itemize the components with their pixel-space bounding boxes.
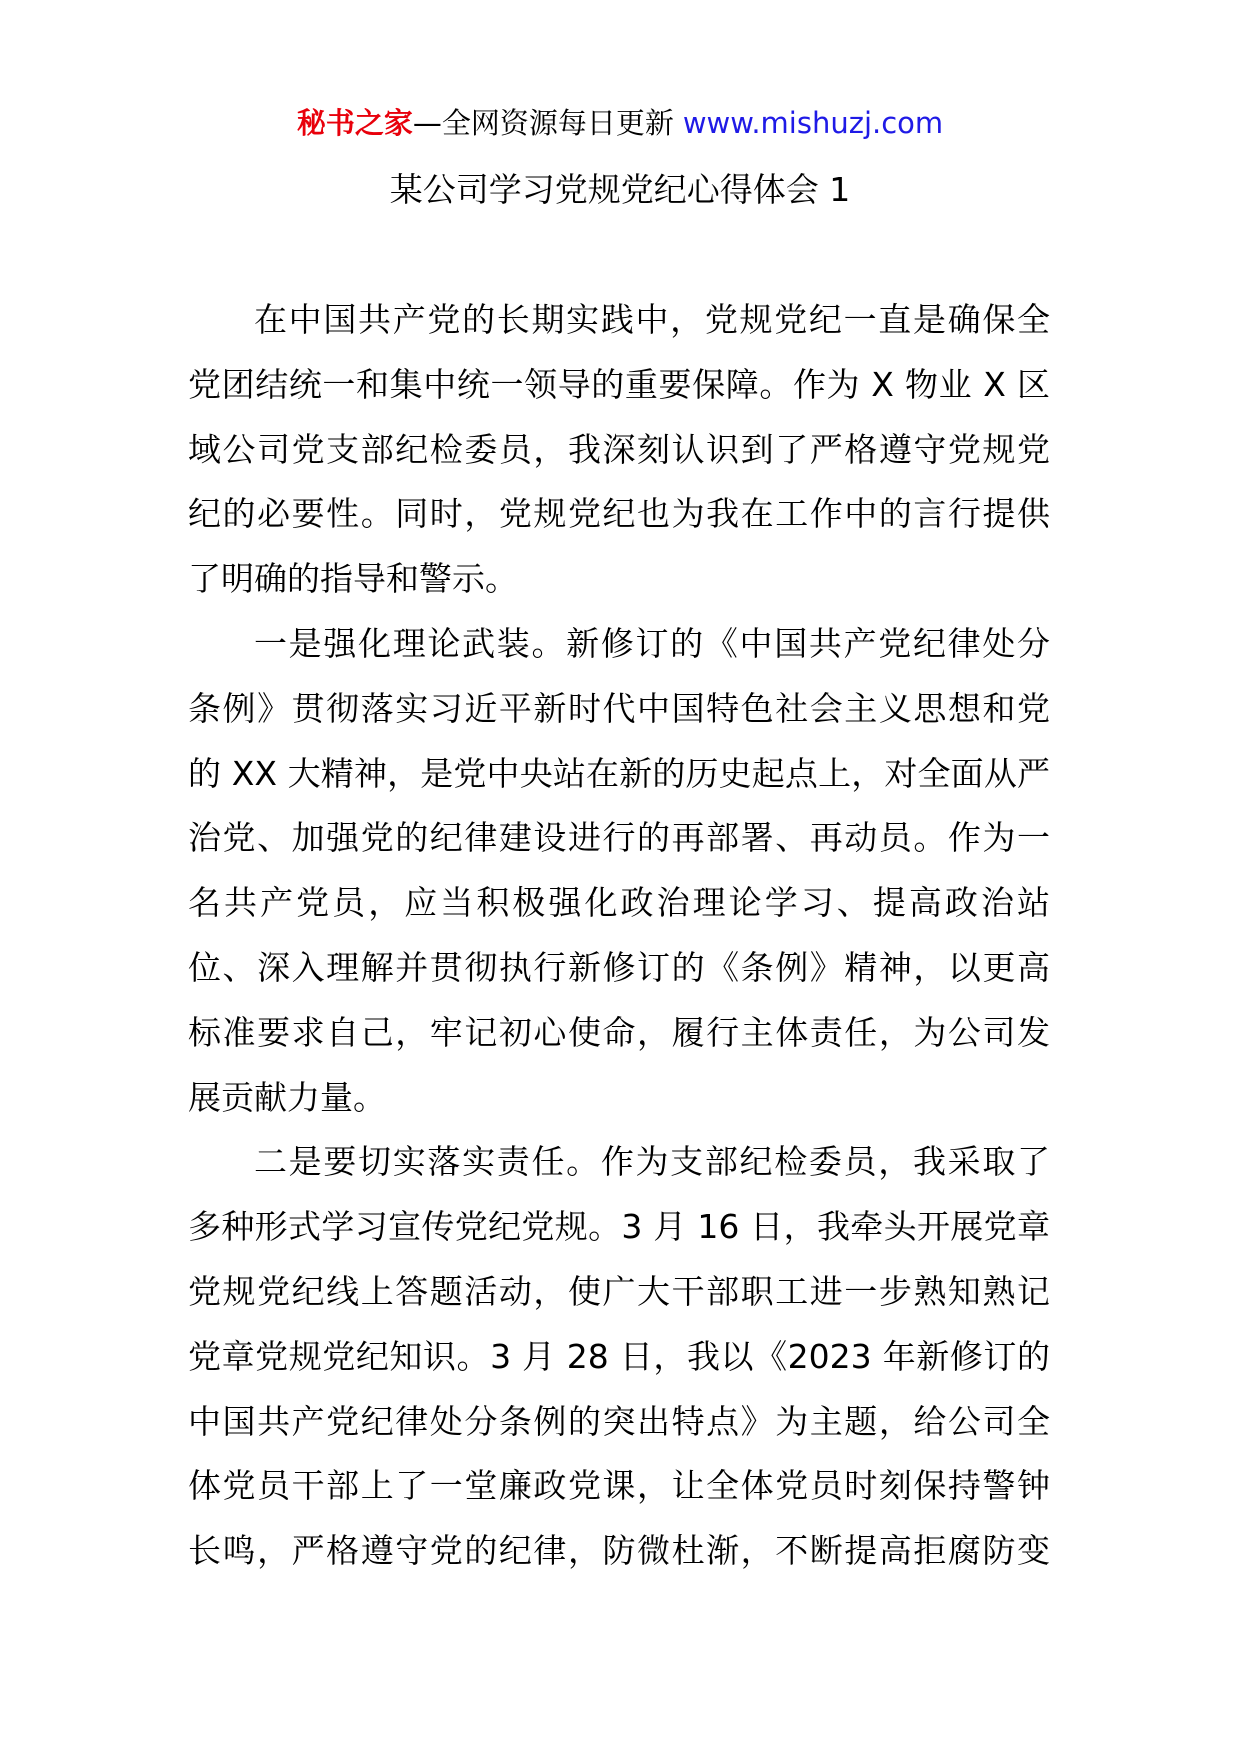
body-line: 体党员干部上了一堂廉政党课，让全体党员时刻保持警钟 [188,1466,1050,1506]
body-line: 党团结统一和集中统一领导的重要保障。作为 X 物业 X 区 [188,364,1050,404]
body-line: 在中国共产党的长期实践中，党规党纪一直是确保全 [254,300,1050,339]
body-line: 党规党纪线上答题活动，使广大干部职工进一步熟知熟记 [188,1271,1050,1311]
paragraph-1 [188,288,1050,612]
body-line: 域公司党支部纪检委员，我深刻认识到了严格遵守党规党 [188,429,1050,469]
site-url-link[interactable]: www.mishuzj.com [682,106,944,140]
paragraph-2 [188,612,1050,1130]
body-line: 条例》贯彻落实习近平新时代中国特色社会主义思想和党 [188,688,1050,728]
brand-name: 秘书之家 [296,106,413,140]
body-line: 位、深入理解并贯彻执行新修订的《条例》精神，以更高 [188,947,1050,987]
body-line: 中国共产党纪律处分条例的突出特点》为主题，给公司全 [188,1401,1050,1441]
body-line: 多种形式学习宣传党纪党规。3 月 16 日，我牵头开展党章 [188,1207,1050,1247]
document-body [188,288,1050,1584]
paragraph-3 [188,1130,1050,1584]
body-line: 的 XX 大精神，是党中央站在新的历史起点上，对全面从严 [188,753,1050,793]
body-line: 二是要切实落实责任。作为支部纪检委员，我采取了 [254,1142,1050,1182]
site-banner [0,103,1240,143]
body-line: 标准要求自己，牢记初心使命，履行主体责任，为公司发 [188,1012,1050,1052]
document-title: 某公司学习党规党纪心得体会 1 [389,170,851,209]
body-line: 展贡献力量。 [188,1077,386,1117]
banner-tagline: —全网资源每日更新 [412,106,674,140]
body-line: 一是强化理论武装。新修订的《中国共产党纪律处分 [254,623,1050,663]
body-line: 名共产党员，应当积极强化政治理论学习、提高政治站 [188,883,1050,923]
body-line: 长鸣，严格遵守党的纪律，防微杜渐，不断提高拒腐防变 [188,1531,1050,1571]
body-line: 党章党规党纪知识。3 月 28 日，我以《2023 年新修订的 [188,1336,1050,1376]
body-line: 纪的必要性。同时，党规党纪也为我在工作中的言行提供 [188,494,1050,534]
body-line: 治党、加强党的纪律建设进行的再部署、再动员。作为一 [188,818,1050,858]
body-line: 了明确的指导和警示。 [188,559,518,599]
